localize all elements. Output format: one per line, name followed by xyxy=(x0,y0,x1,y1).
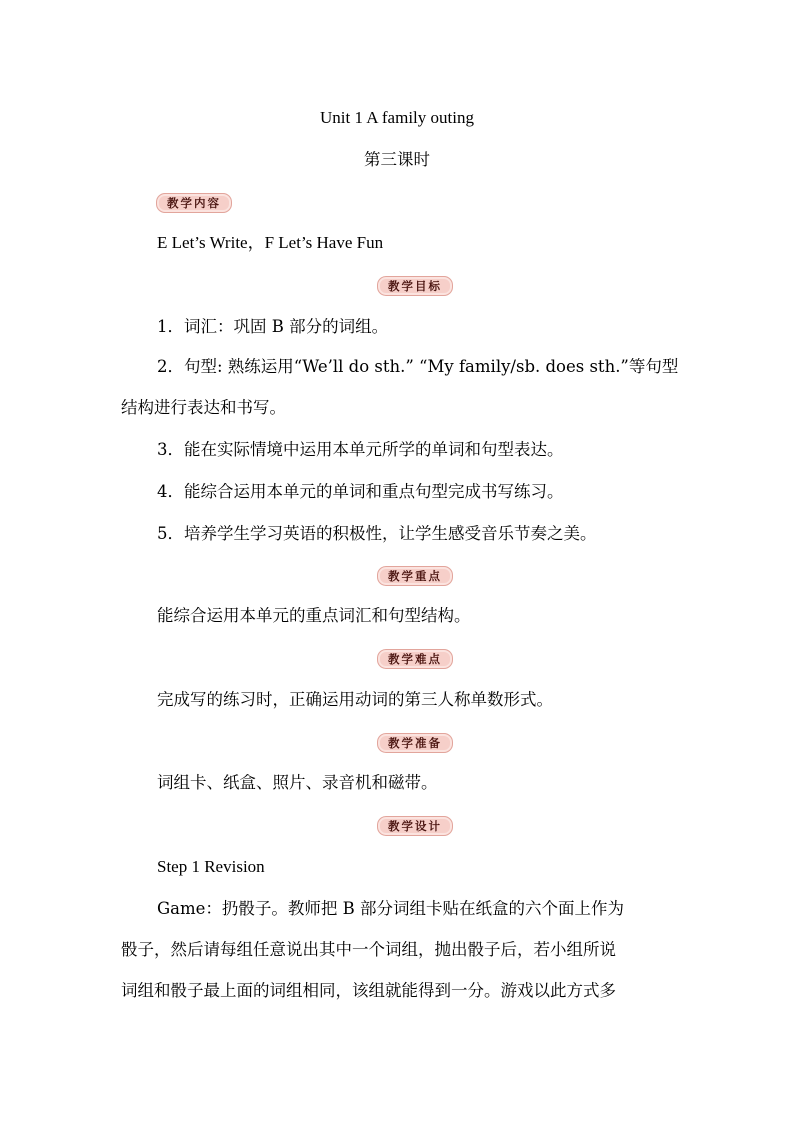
section-heading-preparation: 教学准备 xyxy=(377,733,453,753)
section-badge-row xyxy=(0,733,794,753)
section-heading-content: 教学内容 xyxy=(156,193,232,213)
section-heading-difficulties: 教学难点 xyxy=(377,649,453,669)
preparation-text: 词组卡、纸盒、照片、录音机和磁带。 xyxy=(157,773,438,792)
section-heading-key-points: 教学重点 xyxy=(377,566,453,586)
section-heading-design: 教学设计 xyxy=(377,816,453,836)
design-paragraph-line: 骰子，然后请每组任意说出其中一个词组，抛出骰子后，若小组所说 xyxy=(121,940,616,959)
objective-item: 5．培养学生学习英语的积极性，让学生感受音乐节奏之美。 xyxy=(157,524,597,543)
design-paragraph-line: Game：扔骰子。教师把 B 部分词组卡贴在纸盒的六个面上作为 xyxy=(157,899,625,918)
section-badge-row xyxy=(0,193,794,213)
objective-item-continuation: 结构进行表达和书写。 xyxy=(121,398,286,417)
objective-item: 2．句型: 熟练运用“We’ll do sth.” “My family/sb. does sth.”等句型 xyxy=(157,357,679,376)
design-paragraph-line: 词组和骰子最上面的词组相同，该组就能得到一分。游戏以此方式多 xyxy=(121,981,616,1000)
objective-item: 4．能综合运用本单元的单词和重点句型完成书写练习。 xyxy=(157,482,564,501)
document-subtitle: 第三课时 xyxy=(364,150,430,169)
content-text: E Let’s Write，F Let’s Have Fun xyxy=(157,233,384,252)
section-badge-row xyxy=(0,566,794,586)
objective-item: 3．能在实际情境中运用本单元所学的单词和句型表达。 xyxy=(157,440,564,459)
section-badge-row xyxy=(0,649,794,669)
section-badge-row xyxy=(0,276,794,296)
key-points-text: 能综合运用本单元的重点词汇和句型结构。 xyxy=(157,606,471,625)
section-heading-objectives: 教学目标 xyxy=(377,276,453,296)
section-badge-row xyxy=(0,816,794,836)
objective-item: 1．词汇：巩固 B 部分的词组。 xyxy=(157,317,389,336)
document-title: Unit 1 A family outing xyxy=(320,108,474,127)
difficulties-text: 完成写的练习时，正确运用动词的第三人称单数形式。 xyxy=(157,690,553,709)
step-title: Step 1 Revision xyxy=(157,857,265,876)
